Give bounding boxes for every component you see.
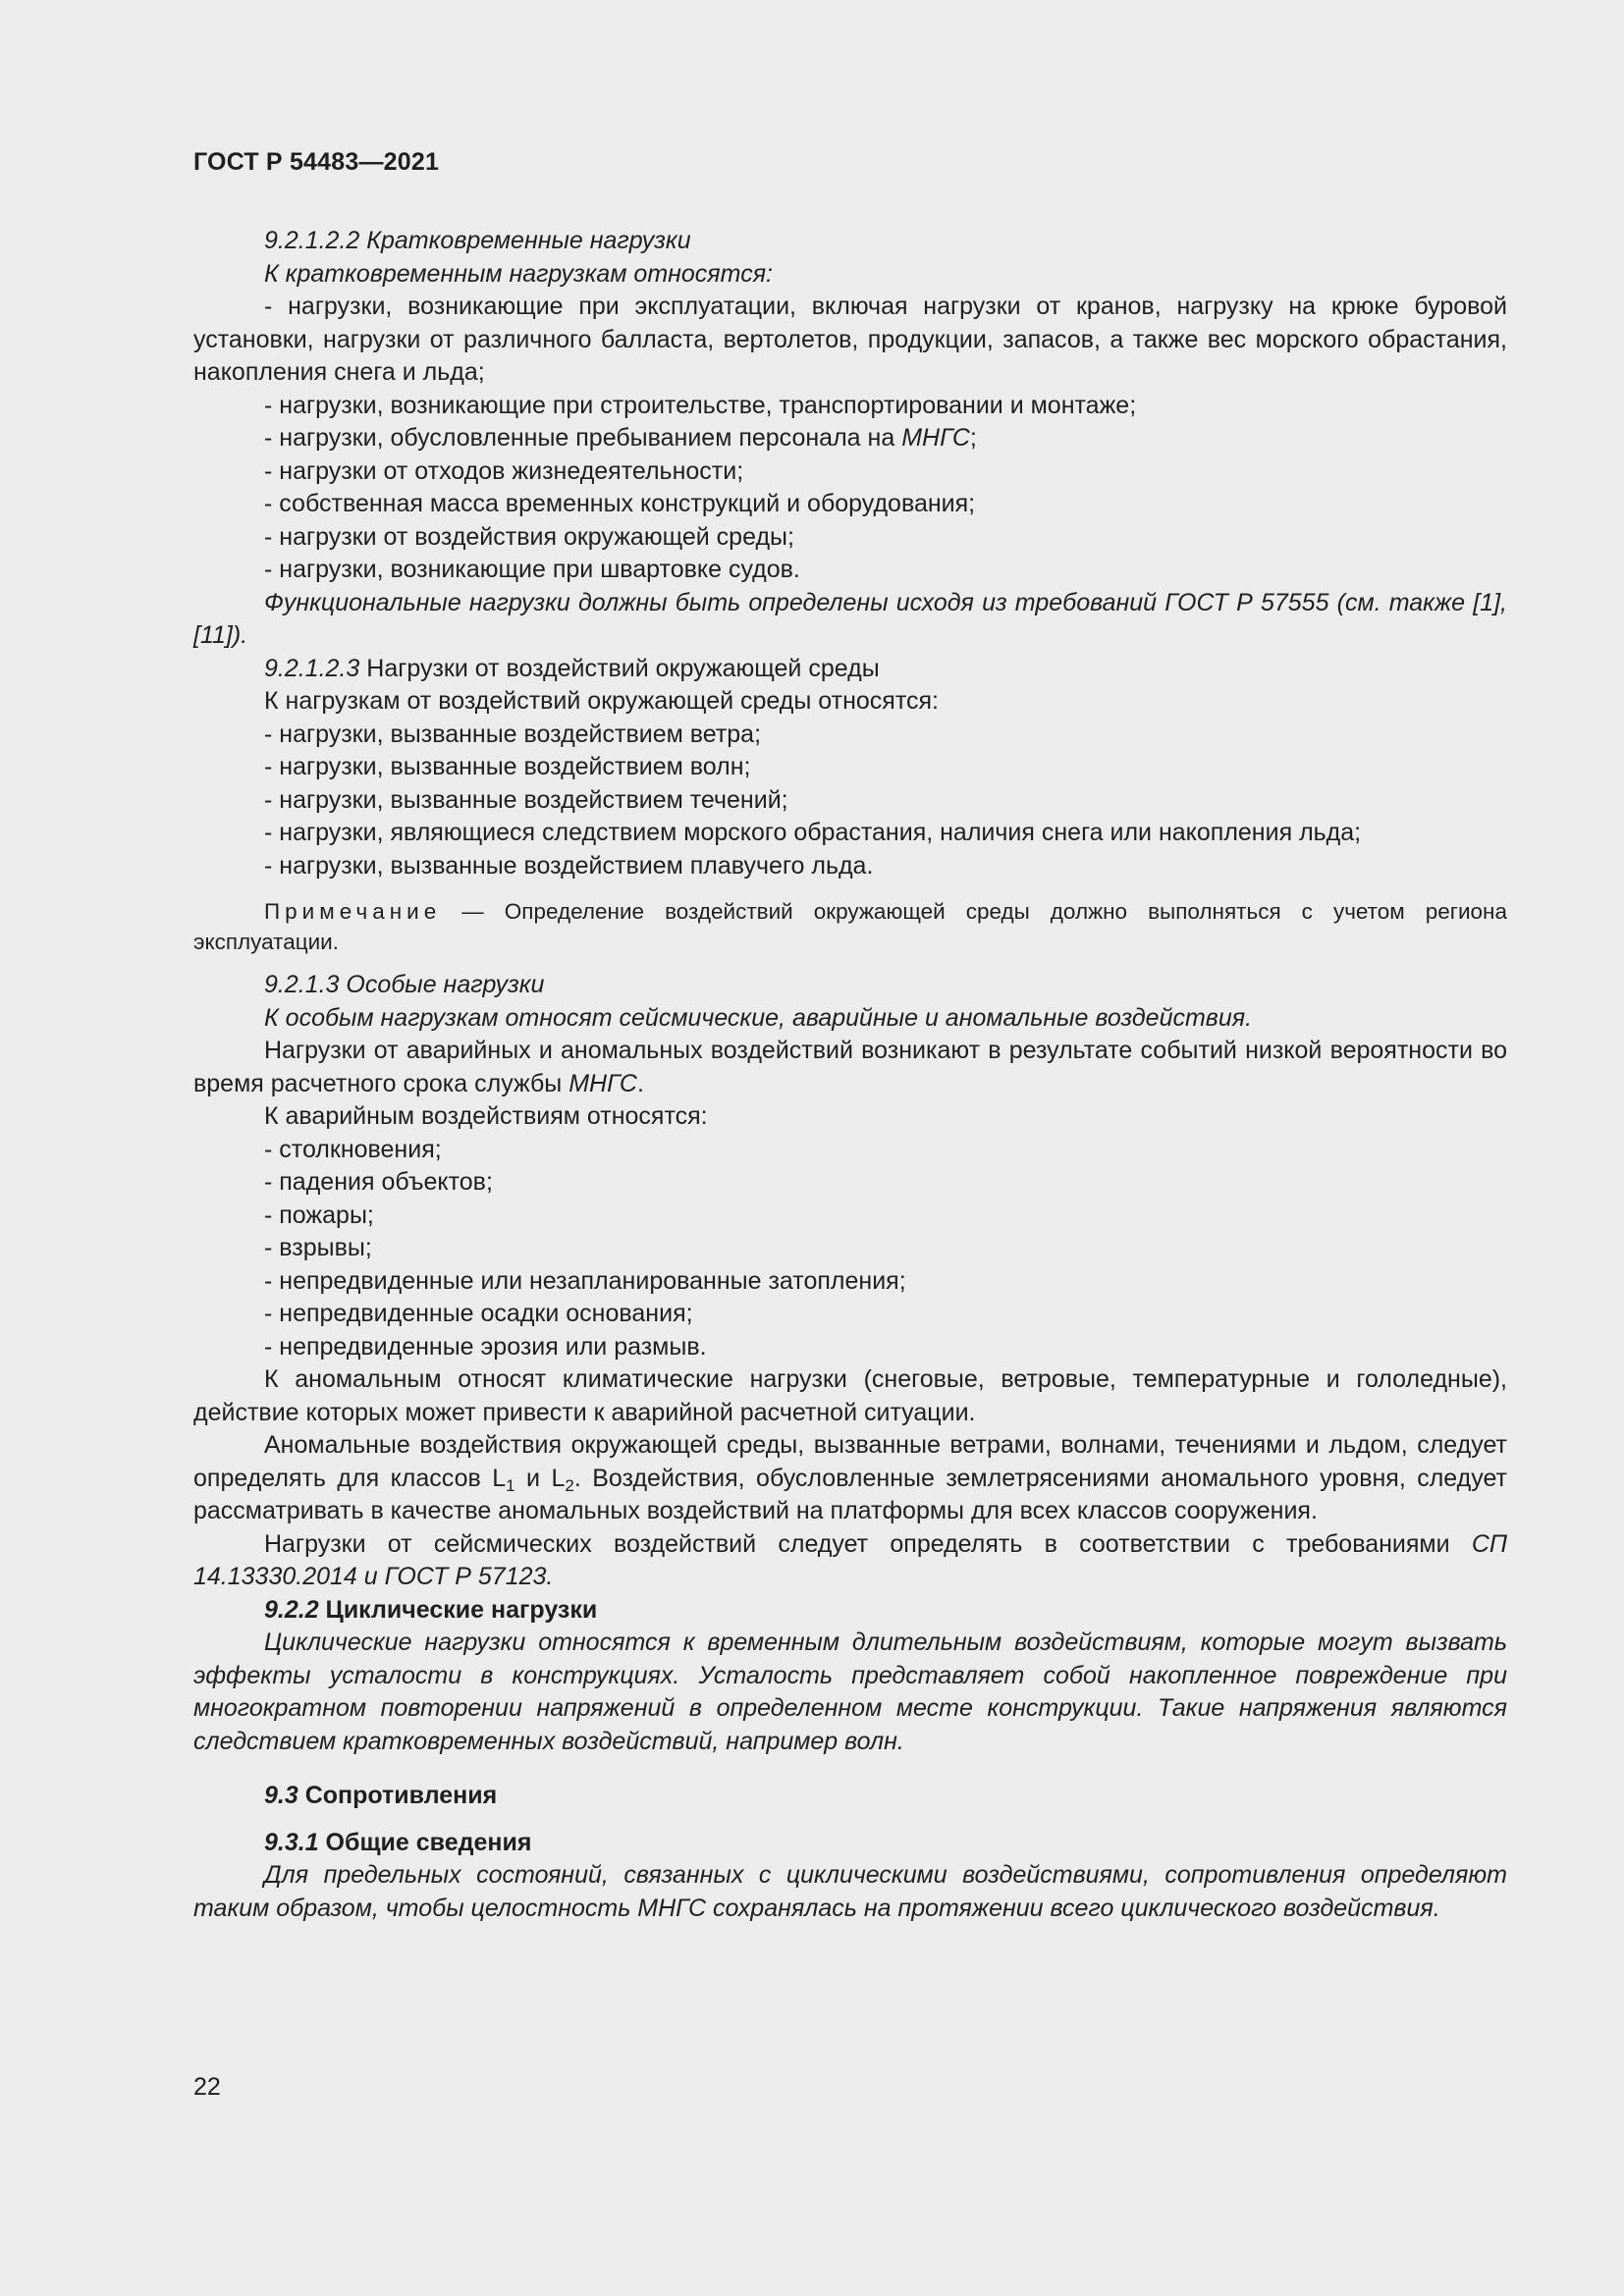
section-number: 9.3 (264, 1782, 298, 1809)
section-title: Сопротивления (298, 1782, 498, 1809)
list-item: - нагрузки, являющиеся следствием морского обрастания, наличия снега или накопления льда; (264, 819, 1362, 846)
subscript: 2 (565, 1475, 574, 1495)
anomalous-loads-paragraph: К аномальным относят климатические нагрузки (снеговые, ветровые, температурные и гололедные), действие которых может привести к аварийной расчетной ситуации. (193, 1365, 1507, 1426)
page-number: 22 (193, 2073, 221, 2101)
list-item: - собственная масса временных конструкций и оборудования; (264, 490, 976, 517)
paragraph-text: и L (514, 1464, 566, 1492)
section-title: Нагрузки от воздействий окружающей среды (359, 654, 880, 682)
list-item: - нагрузки, возникающие при строительстве, транспортировании и монтаже; (264, 391, 1137, 419)
subscript: 1 (506, 1475, 515, 1495)
special-loads-intro: К особым нагрузкам относят сейсмические, аварийные и аномальные воздействия. (264, 1003, 1253, 1032)
section-number: 9.2.1.2.3 (264, 654, 360, 682)
section-number: 9.3.1 (264, 1828, 319, 1856)
list-item-punct: ; (969, 424, 977, 452)
paragraph-text: . Воздействия, обусловленные землетрясениями аномального уровня, следует рассматривать в качестве аномальных воздействий на платформы для всех классов сооружения. (193, 1464, 1507, 1524)
mngs-abbrev: МНГС (568, 1069, 637, 1097)
list-item: - нагрузки, возникающие при швартовке судов. (264, 556, 800, 583)
note-text: — Определение воздействий окружающей среды должно выполняться с учетом региона эксплуатации. (193, 899, 1507, 954)
heading-9-2-1-2-2: 9.2.1.2.2 Кратковременные нагрузки (264, 227, 691, 254)
paragraph-text: Аномальные воздействия окружающей среды, вызванные ветрами, волнами, течениями и льдом, следует определять для классов L (193, 1431, 1507, 1492)
list-item: - нагрузки, вызванные воздействием ветра; (264, 720, 762, 748)
paragraph-text: Нагрузки от сейсмических воздействий следует определять в соответствии с требованиями (264, 1529, 1472, 1558)
heading-9-3 (193, 1780, 1507, 1813)
cyclic-loads-paragraph: Циклические нагрузки относятся к временным длительным воздействиям, которые могут вызвать эффекты усталости в конструкциях. Усталость представляет собой накопленное повреждение при многократном повторении напряжений в определенном месте конструкции. Такие напряжения являются следствием кратковременных воздействий, например волн. (193, 1629, 1507, 1755)
list-item (193, 422, 1507, 455)
heading-9-2-1-2-3 (193, 653, 1507, 686)
mngs-abbrev: МНГС (901, 424, 970, 452)
note-label: Примечание (264, 899, 442, 924)
document-header: ГОСТ Р 54483—2021 (193, 148, 440, 176)
list-item: - нагрузки, вызванные воздействием течений; (264, 785, 788, 814)
functional-loads-paragraph: Функциональные нагрузки должны быть определены исходя из требований ГОСТ Р 57555 (см. также [1], [11]). (193, 588, 1507, 649)
list-item: - взрывы; (264, 1234, 372, 1261)
seismic-loads-paragraph (193, 1528, 1507, 1594)
short-term-loads-intro: К кратковременным нагрузкам относятся: (264, 259, 774, 288)
list-item: - непредвиденные или незапланированные затопления; (264, 1266, 906, 1295)
section-title: Циклические нагрузки (318, 1595, 598, 1624)
environmental-loads-intro: К нагрузкам от воздействий окружающей среды относятся: (264, 687, 939, 715)
heading-9-2-2 (193, 1594, 1507, 1628)
emergency-loads-paragraph (193, 1035, 1507, 1100)
section-number: 9.2.2 (264, 1595, 319, 1624)
paragraph-text: Нагрузки от аварийных и аномальных воздействий возникают в результате событий низкой вероятности во время расчетного срока службы (193, 1037, 1507, 1097)
anomalous-environment-paragraph (193, 1429, 1507, 1528)
list-item: - столкновения; (264, 1135, 442, 1163)
note (193, 896, 1507, 957)
emergency-intro: К аварийным воздействиям относятся: (264, 1102, 708, 1130)
list-item: - нагрузки, возникающие при эксплуатации, включая нагрузки от кранов, нагрузку на крюке буровой установки, нагрузки от различного балласта, вертолетов, продукции, запасов, а также вес морского обрастания, накопления снега и льда; (193, 293, 1507, 386)
resistances-paragraph: Для предельных состояний, связанных с циклическими воздействиями, сопротивления определяют таким образом, чтобы целостность МНГС сохранялась на протяжении всего циклического воздействия. (193, 1861, 1507, 1922)
list-item: - непредвиденные эрозия или размыв. (264, 1332, 707, 1361)
list-item-text: - нагрузки, обусловленные пребыванием персонала на (264, 424, 895, 452)
list-item: - нагрузки, вызванные воздействием плавучего льда. (264, 851, 874, 880)
heading-9-3-1 (193, 1827, 1507, 1860)
list-item: - нагрузки от отходов жизнедеятельности; (264, 456, 744, 485)
list-item: - падения объектов; (264, 1168, 493, 1196)
paragraph-punct: . (636, 1069, 644, 1097)
section-title: Общие сведения (318, 1828, 532, 1856)
page-content (193, 225, 1507, 1925)
list-item: - непредвиденные осадки основания; (264, 1300, 693, 1327)
standards-reference: СП 14.13330.2014 и ГОСТ Р 57123. (193, 1529, 1507, 1590)
heading-9-2-1-3: 9.2.1.3 Особые нагрузки (264, 971, 545, 998)
list-item: - нагрузки от воздействия окружающей среды; (264, 522, 794, 551)
list-item: - нагрузки, вызванные воздействием волн; (264, 753, 751, 780)
list-item: - пожары; (264, 1201, 374, 1229)
